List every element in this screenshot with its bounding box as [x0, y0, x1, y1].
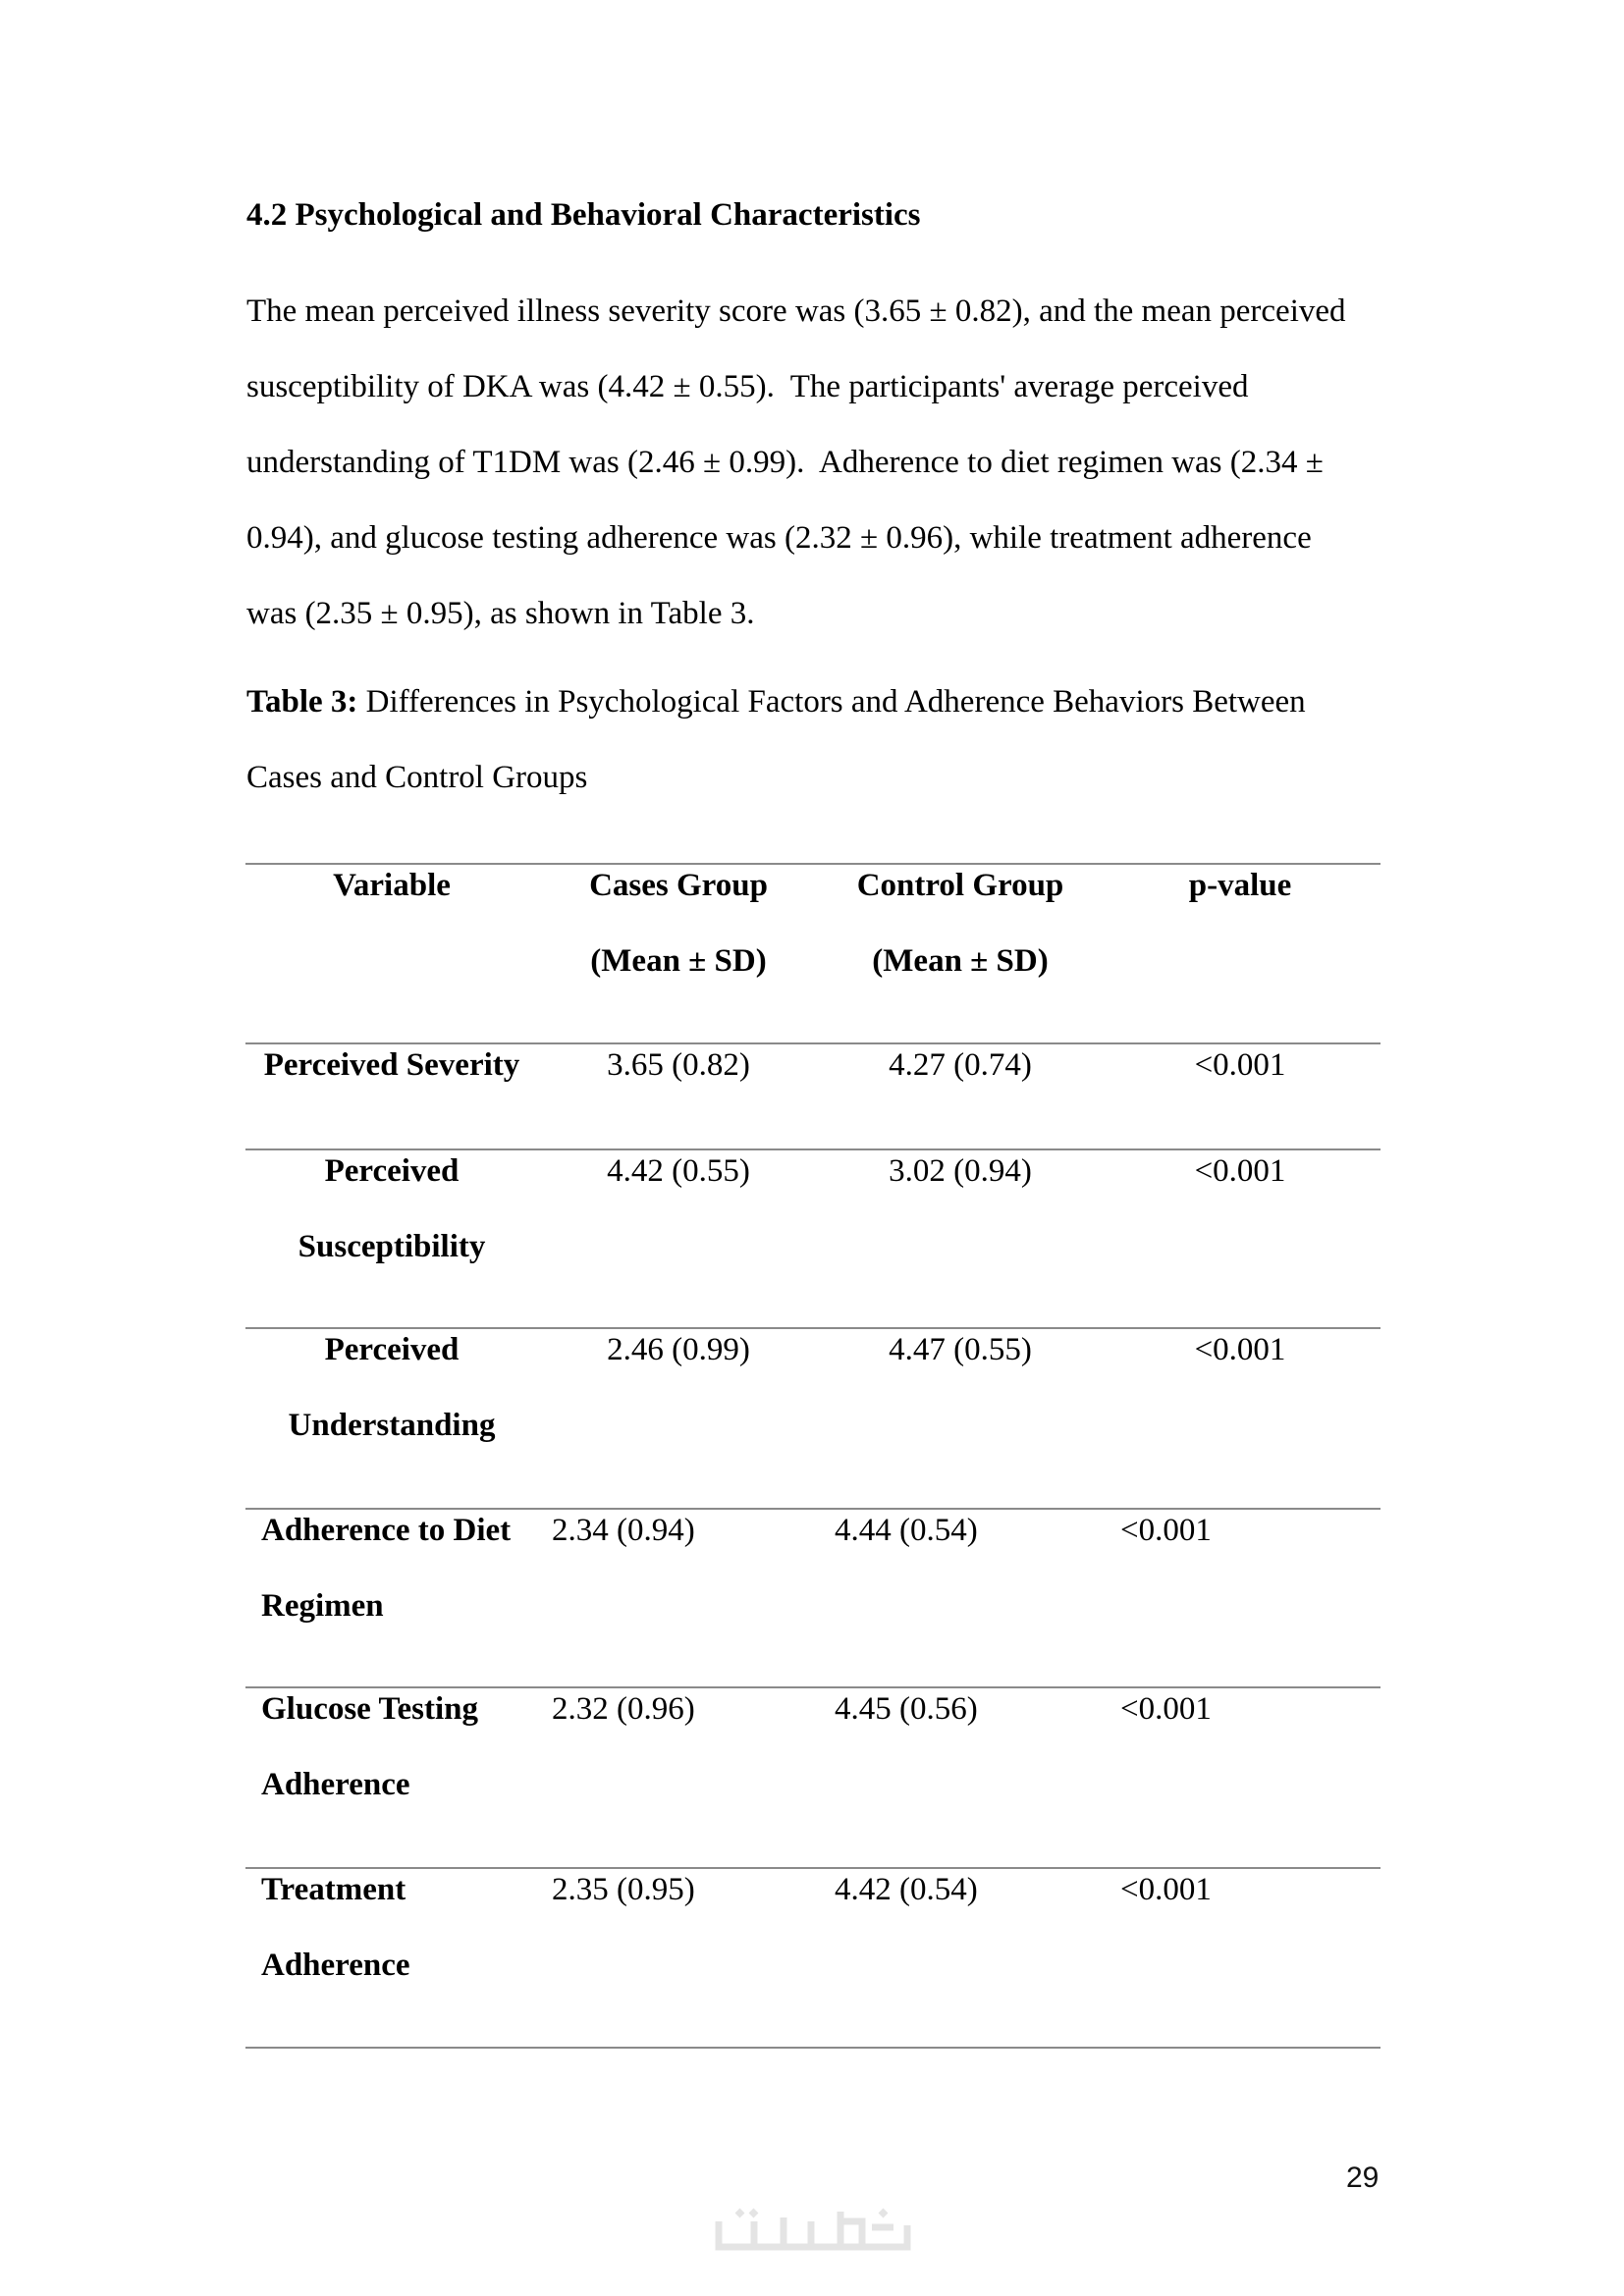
header-control-group: (Mean ± SD) — [872, 943, 1049, 979]
table-caption-text: Differences in Psychological Factors and Adherence Behaviors Between — [357, 684, 1306, 720]
row-variable-label: Adherence — [261, 1767, 410, 1802]
header-cases-group: (Mean ± SD) — [590, 943, 767, 979]
p-value: <0.001 — [1120, 1691, 1212, 1727]
row-variable-label: Understanding — [288, 1408, 496, 1443]
row-variable-label: Susceptibility — [298, 1229, 486, 1264]
row-variable-label: Perceived Severity — [263, 1047, 520, 1083]
p-value: <0.001 — [1120, 1513, 1212, 1548]
control-value: 4.27 (0.74) — [889, 1047, 1032, 1083]
table-caption — [246, 665, 1306, 740]
control-value: 4.47 (0.55) — [889, 1332, 1032, 1367]
row-variable-label: Adherence to Diet — [261, 1513, 512, 1548]
row-variable-label: Glucose Testing — [261, 1691, 478, 1727]
cases-value: 3.65 (0.82) — [607, 1047, 750, 1083]
row-variable-label: Regimen — [261, 1588, 384, 1624]
paragraph-line: susceptibility of DKA was (4.42 ± 0.55). The participants' average perceived — [246, 369, 1249, 404]
cases-value: 2.35 (0.95) — [552, 1872, 695, 1907]
header-p-value: p-value — [1188, 868, 1292, 903]
row-variable-label: Treatment — [261, 1872, 406, 1907]
row-variable-label: Perceived — [324, 1332, 460, 1367]
watermark-logo-icon — [715, 2208, 911, 2251]
p-value: <0.001 — [1194, 1153, 1286, 1189]
control-value: 4.44 (0.54) — [835, 1513, 978, 1548]
table-caption-label: Table 3: — [246, 684, 358, 720]
cases-value: 2.46 (0.99) — [607, 1332, 750, 1367]
header-variable: Variable — [333, 868, 451, 903]
control-value: 4.45 (0.56) — [835, 1691, 978, 1727]
table-caption-line: Cases and Control Groups — [246, 760, 588, 795]
paragraph-line: The mean perceived illness severity score was (3.65 ± 0.82), and the mean perceived — [246, 294, 1346, 329]
p-value: <0.001 — [1194, 1047, 1286, 1083]
paragraph-line: 0.94), and glucose testing adherence was (2.32 ± 0.96), while treatment adherence — [246, 520, 1312, 556]
page-number: 29 — [1346, 2162, 1380, 2194]
section-heading: 4.2 Psychological and Behavioral Characteristics — [246, 197, 921, 233]
cases-value: 2.32 (0.96) — [552, 1691, 695, 1727]
row-variable-label: Perceived — [324, 1153, 460, 1189]
p-value: <0.001 — [1120, 1872, 1212, 1907]
cases-value: 4.42 (0.55) — [607, 1153, 750, 1189]
control-value: 3.02 (0.94) — [889, 1153, 1032, 1189]
header-cases-group: Cases Group — [589, 868, 768, 903]
cases-value: 2.34 (0.94) — [552, 1513, 695, 1548]
header-control-group: Control Group — [856, 868, 1064, 903]
control-value: 4.42 (0.54) — [835, 1872, 978, 1907]
p-value: <0.001 — [1194, 1332, 1286, 1367]
paragraph-line: understanding of T1DM was (2.46 ± 0.99). Adherence to diet regimen was (2.34 ± — [246, 445, 1324, 480]
row-variable-label: Adherence — [261, 1948, 410, 1983]
table-bottom-border — [245, 2047, 1380, 2049]
paragraph-line: was (2.35 ± 0.95), as shown in Table 3. — [246, 596, 755, 631]
